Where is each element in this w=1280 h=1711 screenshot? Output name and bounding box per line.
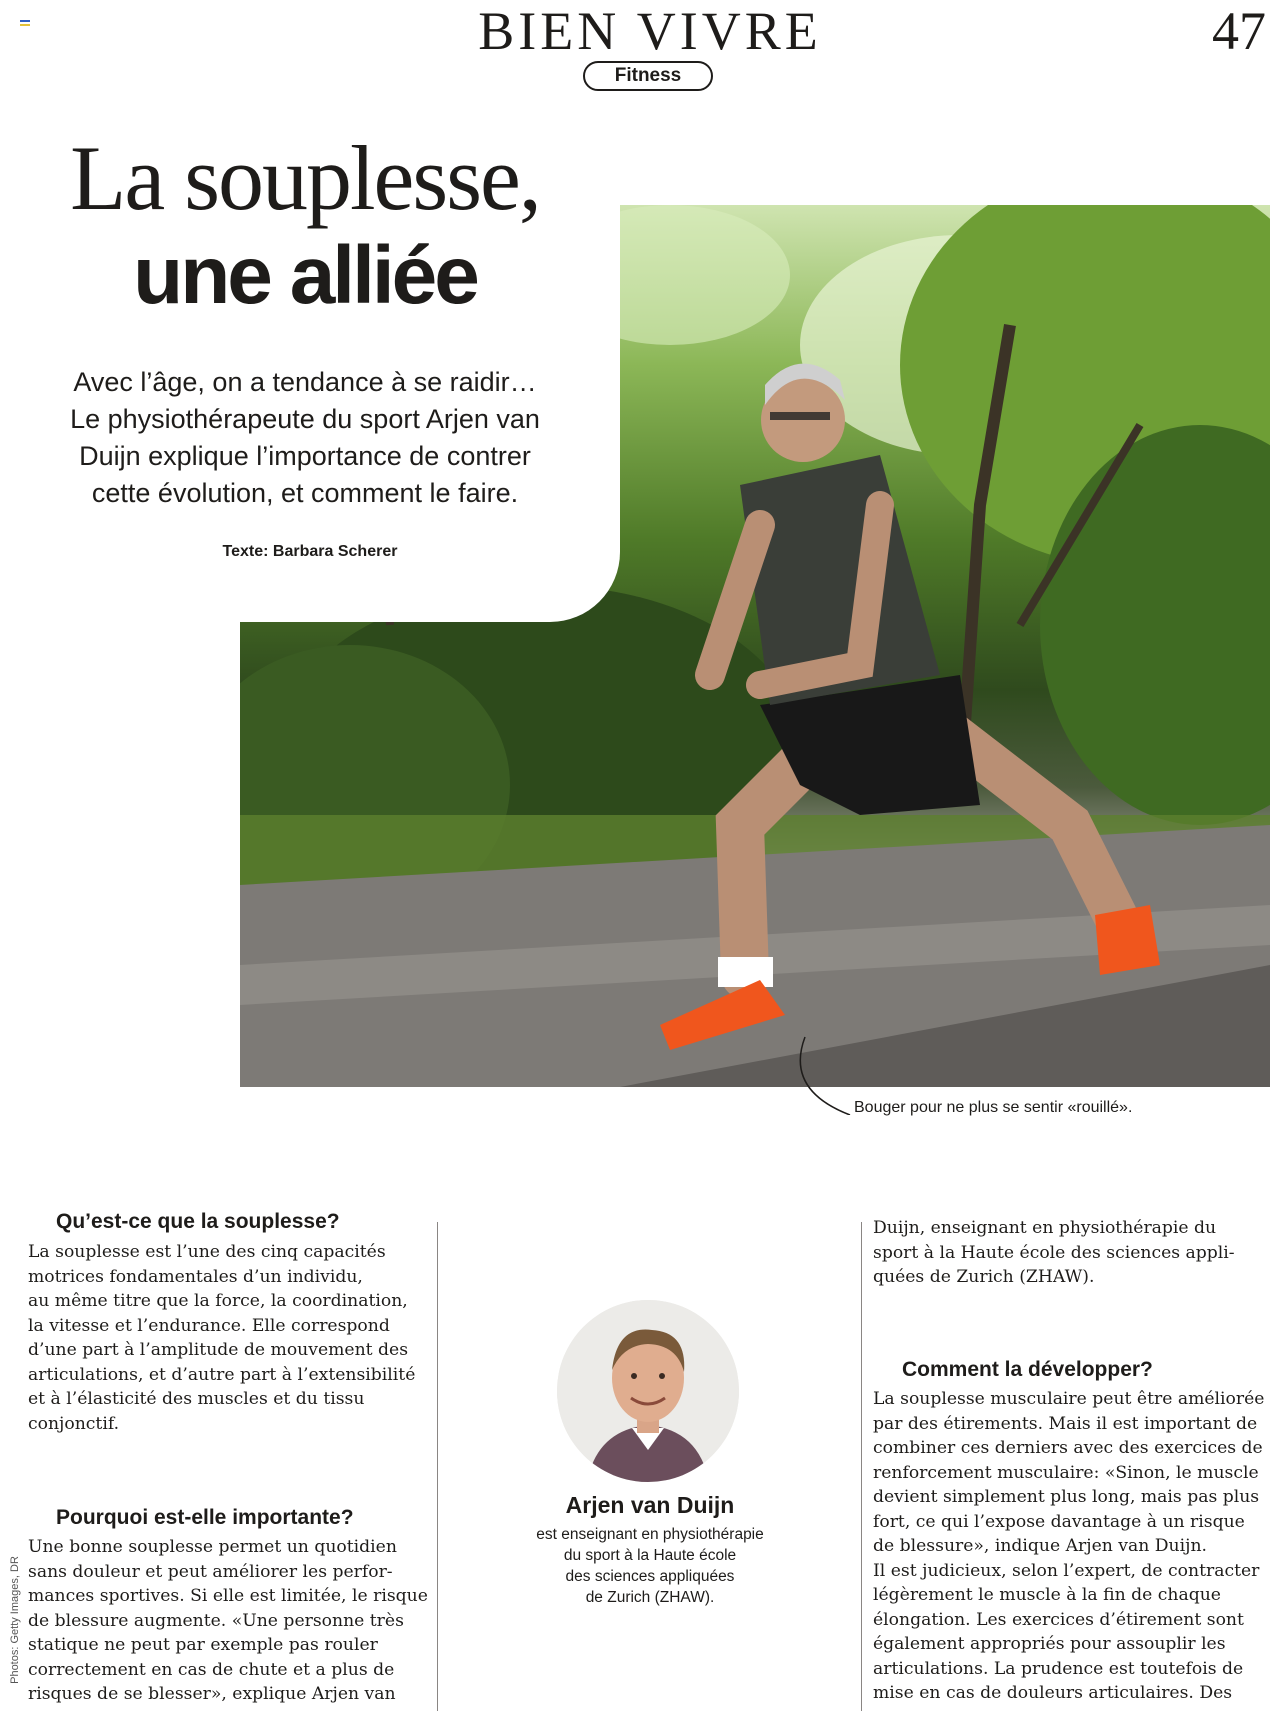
text-line: articulations. La prudence est toutefois de [873, 1658, 1244, 1679]
lead-paragraph [20, 364, 590, 512]
expert-name: Arjen van Duijn [565, 1492, 735, 1518]
text-line: combiner ces derniers avec des exercices de [873, 1438, 1263, 1458]
text-line: et à l’élasticité des muscles et du tissu [28, 1389, 365, 1409]
text-line: de Zurich (ZHAW). [585, 1589, 715, 1606]
lead-line: Avec l’âge, on a tendance à se raidir… [73, 367, 537, 397]
text-line: par des étirements. Mais il est important de [873, 1413, 1258, 1434]
text-line: statique ne peut par exemple pas rouler [28, 1635, 378, 1655]
section-heading: Qu’est-ce que la souplesse? [56, 1210, 340, 1233]
text-line: mances sportives. Si elle est limitée, le risque [28, 1586, 428, 1606]
text-line: La souplesse musculaire peut être améliorée [873, 1389, 1265, 1409]
headline-line1: La souplesse, [70, 127, 540, 229]
photo-credit: Photos: Getty Images, DR [9, 1556, 21, 1684]
text-line: sans douleur et peut améliorer les perfor- [28, 1561, 393, 1582]
text-line: Une bonne souplesse permet un quotidien [28, 1537, 397, 1557]
hero-photo [240, 205, 1270, 1087]
text-line: des sciences appliquées [565, 1568, 735, 1585]
text-line: de blessure augmente. «Une personne très [28, 1610, 404, 1631]
body-paragraph [28, 1240, 415, 1436]
lead-line: cette évolution, et comment le faire. [91, 478, 519, 508]
page-number: 47 [1212, 1, 1266, 61]
body-paragraph [873, 1387, 1264, 1706]
column-divider [437, 1222, 438, 1711]
expert-bio [480, 1524, 820, 1608]
text-line: correctement en cas de chute et a plus de [28, 1659, 395, 1680]
headline-line2: une alliée [133, 230, 477, 321]
category-tag: Fitness [583, 61, 713, 91]
text-line: de blessure», indique Arjen van Duijn. [873, 1536, 1207, 1556]
byline: Texte: Barbara Scherer [222, 543, 398, 560]
caption-pointer-icon [790, 1035, 860, 1115]
text-line: risques de se blesser», explique Arjen van [28, 1684, 396, 1704]
column-divider [861, 1222, 862, 1711]
expert-portrait [557, 1300, 739, 1482]
text-line: est enseignant en physiothérapie [536, 1526, 764, 1543]
text-line: sport à la Haute école des sciences appli- [873, 1242, 1235, 1263]
text-line: du sport à la Haute école [563, 1547, 737, 1564]
text-line: Duijn, enseignant en physiothérapie du [873, 1218, 1217, 1238]
lead-line: Le physiothérapeute du sport Arjen van [70, 404, 540, 434]
text-line: devient simplement plus long, mais pas plus [873, 1487, 1260, 1507]
photo-caption: Bouger pour ne plus se sentir «rouillé». [854, 1099, 1133, 1116]
text-line: La souplesse est l’une des cinq capacités [28, 1242, 386, 1262]
text-line: Il est judicieux, selon l’expert, de contracter [873, 1560, 1260, 1581]
text-line: articulations, et d’autre part à l’extensibilité [28, 1364, 416, 1385]
body-paragraph [28, 1535, 428, 1707]
lead-line: Duijn explique l’importance de contrer [79, 441, 531, 471]
text-line: conjonctif. [28, 1413, 120, 1434]
text-line: quées de Zurich (ZHAW). [873, 1267, 1095, 1287]
section-heading: Pourquoi est-elle importante? [56, 1506, 354, 1529]
text-line: élongation. Les exercices d’étirement sont [873, 1609, 1244, 1630]
text-line: la vitesse et l’endurance. Elle correspond [28, 1315, 390, 1336]
body-paragraph [873, 1216, 1235, 1290]
text-line: fort, ce qui l’expose davantage à un risque [873, 1511, 1245, 1532]
section-heading: Comment la développer? [902, 1358, 1153, 1381]
text-line: renforcement musculaire: «Sinon, le muscle [873, 1462, 1259, 1483]
text-line: au même titre que la force, la coordination, [28, 1291, 408, 1311]
text-line: motrices fondamentales d’un individu, [28, 1266, 363, 1287]
section-title: BIEN VIVRE [478, 1, 822, 61]
text-line: également appropriés pour assouplir les [873, 1634, 1226, 1654]
text-line: mise en cas de douleurs articulaires. Des [873, 1683, 1233, 1703]
flag-icon [20, 20, 30, 26]
portrait-illustration [557, 1300, 739, 1482]
text-line: d’une part à l’amplitude de mouvement des [28, 1340, 409, 1360]
text-line: légèrement le muscle à la fin de chaque [873, 1585, 1221, 1605]
